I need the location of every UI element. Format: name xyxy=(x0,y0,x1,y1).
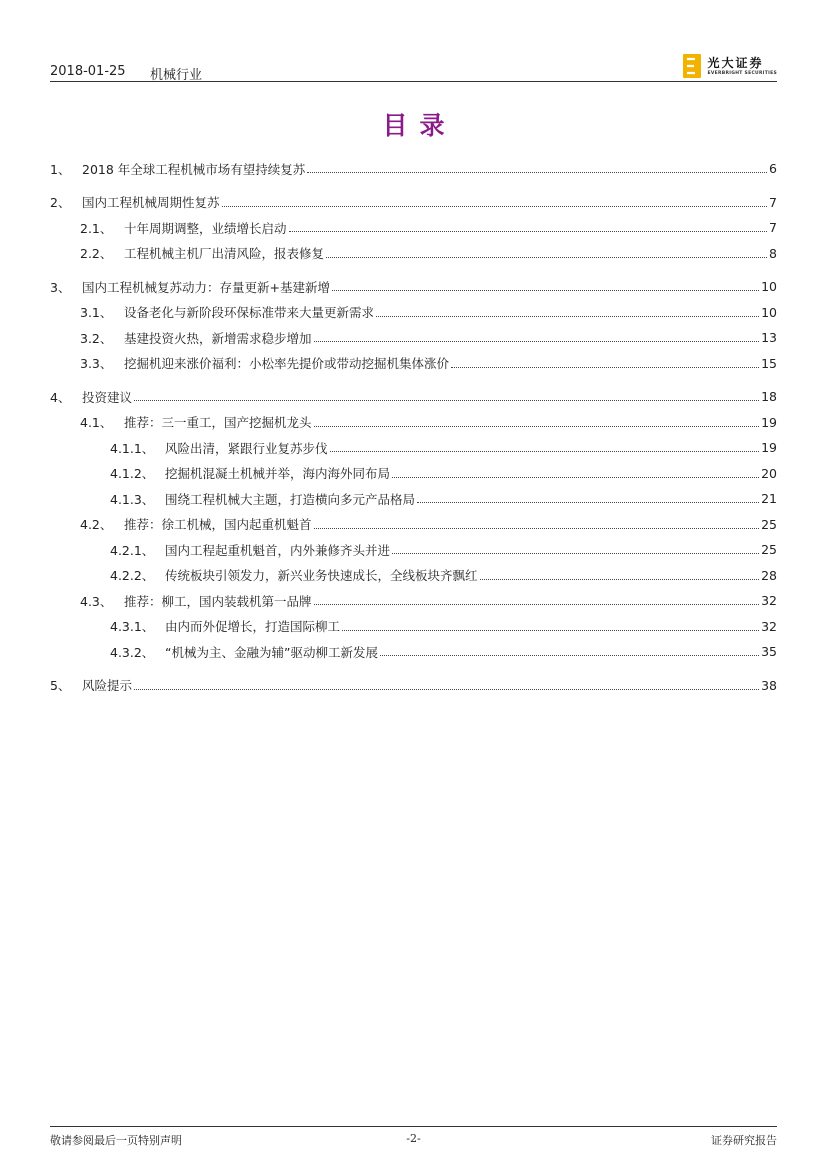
toc-entry-title: 基建投资火热，新增需求稳步增加 xyxy=(124,330,312,346)
toc-leader-dots xyxy=(222,206,768,207)
toc-leader-dots xyxy=(376,316,759,317)
toc-leader-dots xyxy=(392,553,759,554)
toc-entry-page: 25 xyxy=(761,542,777,558)
toc-entry-page: 19 xyxy=(761,414,777,430)
toc-entry[interactable] xyxy=(50,563,777,589)
toc-entry[interactable] xyxy=(50,537,777,563)
toc-entry-page: 10 xyxy=(761,304,777,320)
toc-entry-number: 4.3.1、 xyxy=(110,619,155,635)
toc-entry-page: 7 xyxy=(769,220,777,236)
toc-leader-dots xyxy=(314,341,760,342)
toc-entry-number: 4.3.2、 xyxy=(110,644,155,660)
toc-entry-title: 传统板块引领发力，新兴业务快速成长，全线板块齐飘红 xyxy=(165,568,478,584)
page-number: -2- xyxy=(406,1132,421,1145)
company-logo xyxy=(683,52,777,80)
toc-entry-page: 28 xyxy=(761,567,777,583)
toc-entry[interactable] xyxy=(50,614,777,640)
toc-entry-page: 32 xyxy=(761,593,777,609)
disclaimer-note: 敬请参阅最后一页特别声明 xyxy=(50,1134,182,1147)
toc-entry[interactable] xyxy=(50,588,777,614)
toc-leader-dots xyxy=(342,630,759,631)
toc-entry[interactable] xyxy=(50,215,777,241)
toc-entry-number: 4.1.2、 xyxy=(110,466,155,482)
toc-entry-page: 15 xyxy=(761,355,777,371)
toc-entry[interactable] xyxy=(50,241,777,267)
toc-entry-page: 21 xyxy=(761,491,777,507)
toc-entry-page: 7 xyxy=(769,194,777,210)
table-of-contents xyxy=(50,156,777,698)
toc-entry[interactable] xyxy=(50,351,777,377)
everbright-logo-icon xyxy=(683,54,701,78)
toc-entry-page: 18 xyxy=(761,389,777,405)
toc-entry-number: 4.2.1、 xyxy=(110,542,155,558)
toc-entry[interactable] xyxy=(50,673,777,699)
toc-leader-dots xyxy=(314,528,760,529)
toc-leader-dots xyxy=(326,257,767,258)
toc-entry-page: 13 xyxy=(761,330,777,346)
toc-entry-page: 6 xyxy=(769,161,777,177)
toc-entry[interactable] xyxy=(50,156,777,182)
toc-entry-title: 围绕工程机械大主题，打造横向多元产品格局 xyxy=(165,491,416,507)
toc-leader-dots xyxy=(480,579,760,580)
toc-entry[interactable] xyxy=(50,274,777,300)
toc-leader-dots xyxy=(314,426,760,427)
toc-entry-title: 十年周期调整，业绩增长启动 xyxy=(124,220,287,236)
toc-entry-page: 20 xyxy=(761,465,777,481)
toc-entry[interactable] xyxy=(50,486,777,512)
toc-leader-dots xyxy=(289,231,768,232)
toc-entry-page: 10 xyxy=(761,279,777,295)
toc-entry[interactable] xyxy=(50,435,777,461)
toc-leader-dots xyxy=(392,477,759,478)
toc-leader-dots xyxy=(134,689,759,690)
toc-entry-number: 4、 xyxy=(50,389,71,405)
toc-entry-number: 2.1、 xyxy=(80,220,113,236)
toc-leader-dots xyxy=(314,604,760,605)
logo-english-name: EVERBRIGHT SECURITIES xyxy=(707,70,777,76)
toc-entry-page: 19 xyxy=(761,440,777,456)
toc-leader-dots xyxy=(332,290,759,291)
header-divider xyxy=(50,81,777,82)
toc-entry[interactable] xyxy=(50,300,777,326)
toc-entry-title: 挖掘机迎来涨价福利：小松率先提价或带动挖掘机集体涨价 xyxy=(124,356,450,372)
toc-entry-title: 国内工程起重机魁首，内外兼修齐头并进 xyxy=(165,542,391,558)
toc-entry-title: 风险出清，紧跟行业复苏步伐 xyxy=(165,440,328,456)
toc-leader-dots xyxy=(380,655,759,656)
toc-entry-number: 4.2.2、 xyxy=(110,568,155,584)
toc-entry-title: 推荐：柳工，国内装载机第一品牌 xyxy=(124,593,312,609)
toc-leader-dots xyxy=(307,172,767,173)
toc-leader-dots xyxy=(330,451,760,452)
toc-entry[interactable] xyxy=(50,325,777,351)
page-footer xyxy=(50,1132,777,1148)
toc-entry-page: 35 xyxy=(761,644,777,660)
toc-entry[interactable] xyxy=(50,639,777,665)
toc-entry-number: 3、 xyxy=(50,279,71,295)
toc-entry-page: 25 xyxy=(761,516,777,532)
logo-chinese-name: 光大证券 xyxy=(707,55,764,70)
toc-entry-title: 设备老化与新阶段环保标准带来大量更新需求 xyxy=(124,305,375,321)
toc-entry-number: 1、 xyxy=(50,161,71,177)
toc-entry-page: 8 xyxy=(769,245,777,261)
toc-entry-number: 5、 xyxy=(50,678,71,694)
toc-entry-title: 投资建议 xyxy=(82,389,133,405)
toc-entry-title: 推荐：徐工机械，国内起重机魁首 xyxy=(124,517,312,533)
toc-entry-title: 国内工程机械周期性复苏 xyxy=(82,195,220,211)
toc-entry-number: 3.2、 xyxy=(80,330,113,346)
toc-entry-number: 2.2、 xyxy=(80,246,113,262)
toc-entry-number: 3.1、 xyxy=(80,305,113,321)
toc-entry-number: 4.3、 xyxy=(80,593,113,609)
industry-label: 机械行业 xyxy=(150,68,203,83)
footer-divider xyxy=(50,1126,777,1127)
toc-leader-dots xyxy=(451,367,759,368)
toc-entry-title: 国内工程机械复苏动力：存量更新+基建新增 xyxy=(82,279,330,295)
toc-entry-title: 由内而外促增长，打造国际柳工 xyxy=(165,619,341,635)
toc-entry-title: 风险提示 xyxy=(82,678,133,694)
toc-entry[interactable] xyxy=(50,461,777,487)
toc-entry[interactable] xyxy=(50,512,777,538)
report-date: 2018-01-25 xyxy=(50,64,126,79)
page-header xyxy=(50,52,777,82)
toc-entry[interactable] xyxy=(50,410,777,436)
toc-entry[interactable] xyxy=(50,384,777,410)
toc-entry-number: 4.1.1、 xyxy=(110,440,155,456)
toc-entry-number: 3.3、 xyxy=(80,356,113,372)
toc-leader-dots xyxy=(134,400,759,401)
toc-leader-dots xyxy=(417,502,759,503)
toc-entry-title: “机械为主、金融为辅”驱动柳工新发展 xyxy=(165,644,378,660)
toc-entry-title: 推荐：三一重工，国产挖掘机龙头 xyxy=(124,415,312,431)
toc-entry-page: 32 xyxy=(761,618,777,634)
toc-entry-title: 工程机械主机厂出清风险，报表修复 xyxy=(124,246,325,262)
toc-entry-page: 38 xyxy=(761,677,777,693)
report-type: 证券研究报告 xyxy=(711,1134,777,1147)
toc-entry-title: 挖掘机混凝土机械并举，海内海外同布局 xyxy=(165,466,391,482)
toc-entry-number: 4.2、 xyxy=(80,517,113,533)
toc-entry-number: 4.1.3、 xyxy=(110,491,155,507)
toc-entry-title: 2018 年全球工程机械市场有望持续复苏 xyxy=(82,161,306,177)
toc-entry-number: 2、 xyxy=(50,195,71,211)
toc-entry-number: 4.1、 xyxy=(80,415,113,431)
page-title: 目录 xyxy=(382,111,457,140)
toc-entry[interactable] xyxy=(50,190,777,216)
